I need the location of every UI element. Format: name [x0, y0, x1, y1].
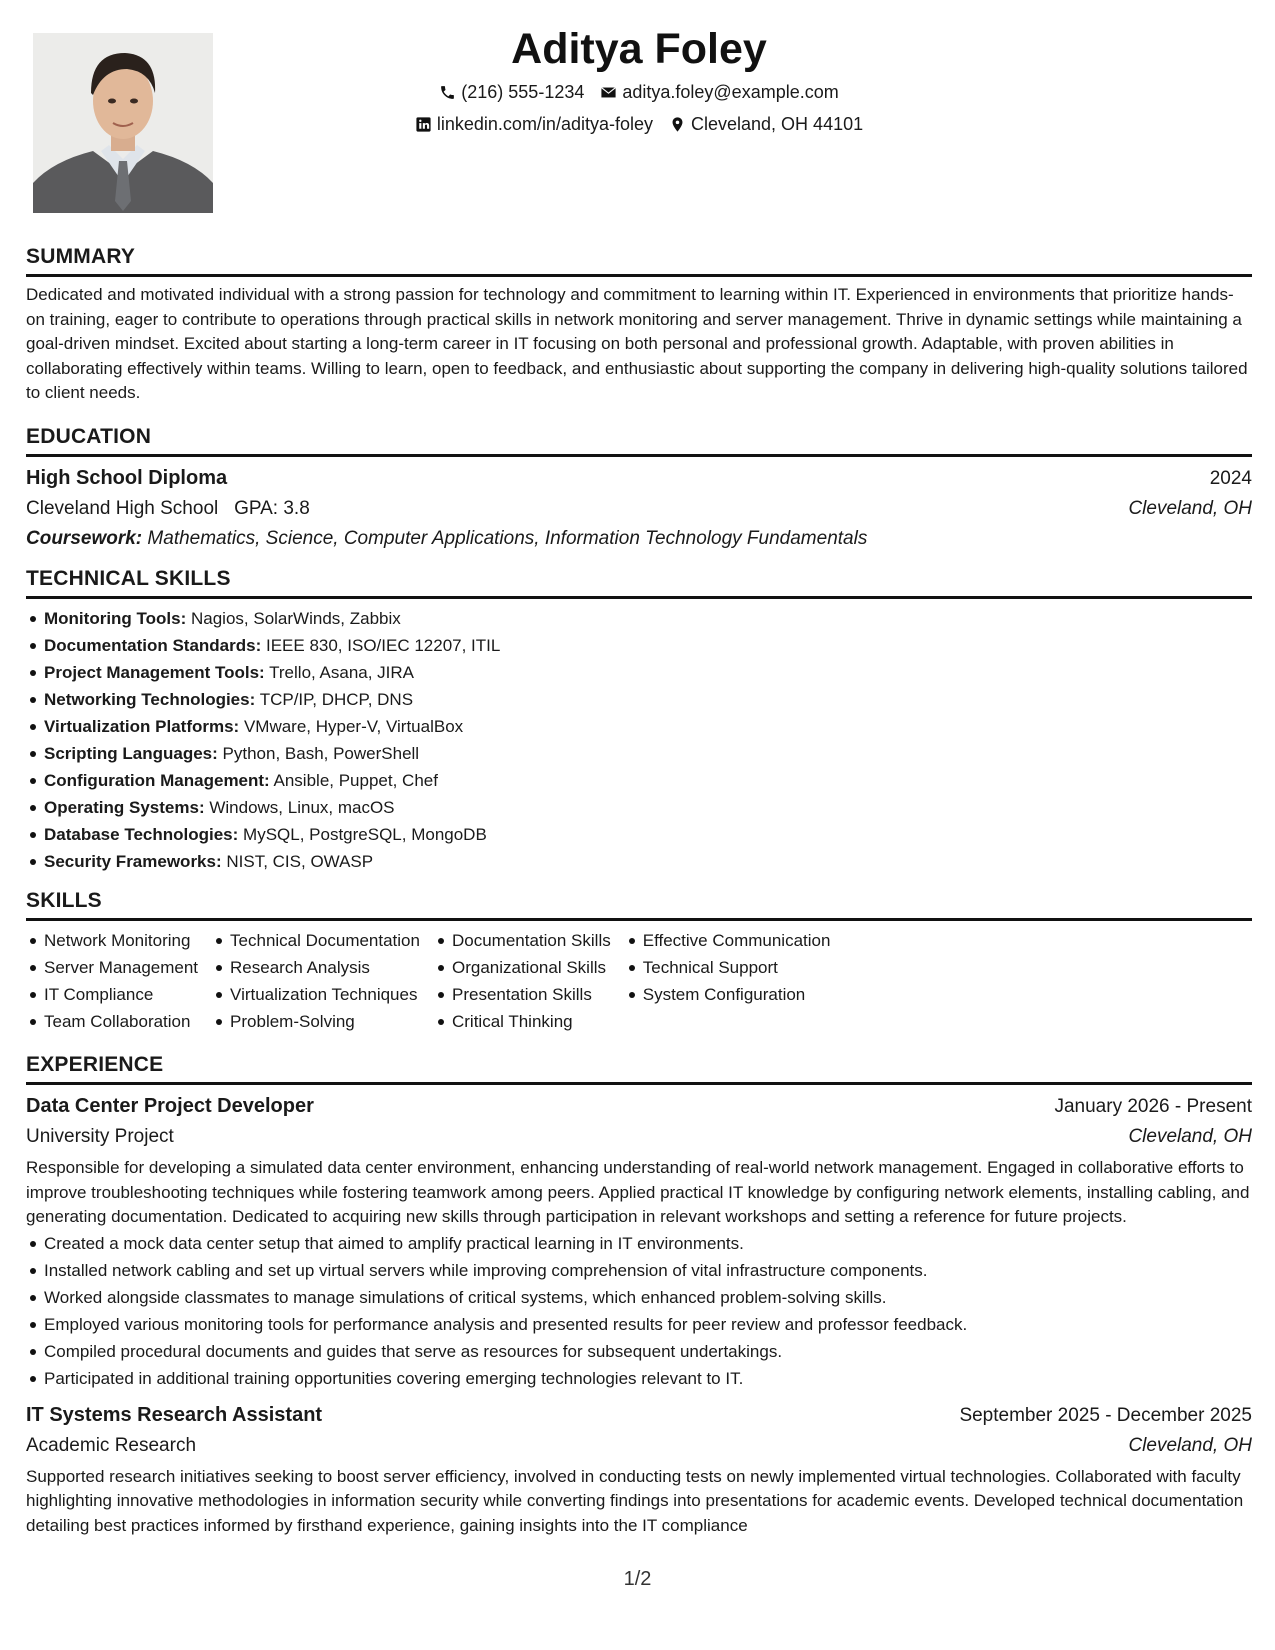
list-item: Technical Support: [643, 954, 831, 981]
list-item: Installed network cabling and set up virtual servers while improving comprehension of vital infrastructure components.: [44, 1257, 1252, 1284]
job-dates: September 2025 - December 2025: [959, 1404, 1252, 1426]
school-location: Cleveland, OH: [1128, 498, 1252, 519]
education-heading: EDUCATION: [26, 424, 1252, 457]
skill-value: Nagios, SolarWinds, Zabbix: [191, 609, 401, 628]
skills-column-3: [434, 927, 611, 1035]
page-number: 1/2: [623, 1568, 652, 1590]
skill-label: Operating Systems:: [44, 798, 205, 817]
gpa: GPA: 3.8: [234, 498, 310, 519]
location-contact: [669, 108, 863, 140]
header: [26, 22, 1252, 140]
skills-grid: [26, 927, 1252, 1035]
phone-icon: [439, 84, 456, 101]
coursework-label: Coursework:: [26, 528, 143, 549]
technical-skills-heading: TECHNICAL SKILLS: [26, 566, 1252, 599]
job-subheader: [26, 1122, 1252, 1152]
list-item: System Configuration: [643, 981, 831, 1008]
job-description: Supported research initiatives seeking to boost server efficiency, involved in conducting tests on newly implemented virtual technologies. Collaborated with faculty highlighting innovative methodologies in information security while converting findings into presentations for academic events. Developed technical documentation detailing best practices informed by firsthand experience, gaining insights into the IT compliance: [26, 1466, 1244, 1535]
list-item: Effective Communication: [643, 927, 831, 954]
summary-heading: SUMMARY: [26, 244, 1252, 277]
skill-value: Windows, Linux, macOS: [209, 798, 395, 817]
list-item: [44, 767, 1252, 794]
summary-section: [26, 244, 1252, 406]
skills-column-4: [625, 927, 831, 1035]
skill-value: VMware, Hyper-V, VirtualBox: [243, 717, 464, 736]
linkedin-contact[interactable]: [415, 108, 653, 140]
skill-label: Scripting Languages:: [44, 744, 218, 763]
skill-label: Networking Technologies:: [44, 690, 256, 709]
skill-value: TCP/IP, DHCP, DNS: [259, 690, 414, 709]
list-item: Participated in additional training opportunities covering emerging technologies relevant to IT.: [44, 1365, 1252, 1392]
skills-column-1: [26, 927, 198, 1035]
map-pin-icon: [669, 116, 686, 133]
email-contact[interactable]: [600, 76, 838, 108]
list-item: Server Management: [44, 954, 198, 981]
technical-skills-list: [26, 605, 1252, 875]
list-item: [44, 659, 1252, 686]
linkedin-link[interactable]: linkedin.com/in/aditya-foley: [436, 114, 653, 134]
list-item: Problem-Solving: [230, 1008, 420, 1035]
skills-heading: SKILLS: [26, 888, 1252, 921]
skill-value: NIST, CIS, OWASP: [226, 852, 374, 871]
graduation-year: 2024: [1209, 468, 1252, 489]
job-org: Academic Research: [26, 1434, 197, 1456]
list-item: Employed various monitoring tools for performance analysis and presented results for peer review and professor feedback.: [44, 1311, 1252, 1338]
list-item: [44, 740, 1252, 767]
job-header: [26, 1400, 1252, 1431]
job-header: [26, 1091, 1252, 1122]
job-location: Cleveland, OH: [1128, 1434, 1252, 1456]
job-entry: [26, 1091, 1252, 1392]
skill-label: Documentation Standards:: [44, 636, 262, 655]
skill-label: Project Management Tools:: [44, 663, 265, 682]
coursework: [26, 524, 1252, 554]
list-item: Presentation Skills: [452, 981, 611, 1008]
skill-value: MySQL, PostgreSQL, MongoDB: [243, 825, 487, 844]
skill-value: IEEE 830, ISO/IEC 12207, ITIL: [265, 636, 501, 655]
contact-line-2: [26, 108, 1252, 140]
phone-contact: [439, 76, 584, 108]
email-link[interactable]: aditya.foley@example.com: [622, 82, 839, 102]
job-dates: January 2026 - Present: [1054, 1096, 1252, 1117]
job-description: Responsible for developing a simulated data center environment, enhancing understanding of real-world network management. Engaged in collaborative efforts to improve troubleshooting techniques while fostering teamwork among peers. Applied practical IT knowledge by configuring network elements, installing cabling, and generating documentation. Dedicated to acquiring new skills through participation in relevant workshops and setting a reference for future projects.: [26, 1158, 1250, 1227]
resume-page: [26, 0, 1252, 1650]
school-name: Cleveland High School: [26, 498, 219, 519]
candidate-name: Aditya Foley: [511, 25, 767, 73]
technical-skills-section: [26, 566, 1252, 875]
list-item: Critical Thinking: [452, 1008, 611, 1035]
list-item: [44, 605, 1252, 632]
experience-section: [26, 1052, 1252, 1539]
list-item: [44, 632, 1252, 659]
job-role: Data Center Project Developer: [26, 1095, 314, 1117]
job-subheader: [26, 1431, 1252, 1461]
education-row-1: [26, 463, 1252, 494]
list-item: Team Collaboration: [44, 1008, 198, 1035]
list-item: Virtualization Techniques: [230, 981, 420, 1008]
contact-line-1: [26, 76, 1252, 108]
list-item: Worked alongside classmates to manage simulations of critical systems, which enhanced problem-solving skills.: [44, 1284, 1252, 1311]
school-info: [26, 494, 310, 524]
education-row-2: [26, 494, 1252, 524]
list-item: Technical Documentation: [230, 927, 420, 954]
list-item: Organizational Skills: [452, 954, 611, 981]
linkedin-icon: [415, 116, 432, 133]
list-item: Documentation Skills: [452, 927, 611, 954]
skill-label: Database Technologies:: [44, 825, 239, 844]
experience-heading: EXPERIENCE: [26, 1052, 1252, 1085]
job-location: Cleveland, OH: [1128, 1126, 1252, 1147]
degree: High School Diploma: [26, 467, 228, 489]
phone-number: (216) 555-1234: [461, 82, 585, 102]
skill-label: Monitoring Tools:: [44, 609, 187, 628]
envelope-icon: [600, 84, 617, 101]
list-item: [44, 821, 1252, 848]
list-item: Created a mock data center setup that aimed to amplify practical learning in IT environments.: [44, 1230, 1252, 1257]
list-item: [44, 794, 1252, 821]
location-text: Cleveland, OH 44101: [691, 114, 864, 134]
list-item: [44, 686, 1252, 713]
list-item: [44, 848, 1252, 875]
education-section: [26, 424, 1252, 554]
skill-value: Trello, Asana, JIRA: [269, 663, 415, 682]
list-item: Compiled procedural documents and guides that serve as resources for subsequent undertakings.: [44, 1338, 1252, 1365]
job-org: University Project: [26, 1126, 174, 1147]
list-item: IT Compliance: [44, 981, 198, 1008]
skill-label: Configuration Management:: [44, 771, 270, 790]
job-entry: [26, 1400, 1252, 1539]
skill-value: Python, Bash, PowerShell: [222, 744, 420, 763]
list-item: Network Monitoring: [44, 927, 198, 954]
list-item: [44, 713, 1252, 740]
job-role: IT Systems Research Assistant: [26, 1403, 323, 1426]
list-item: Research Analysis: [230, 954, 420, 981]
coursework-list: Mathematics, Science, Computer Applications, Information Technology Fundamentals: [147, 528, 868, 549]
skill-label: Virtualization Platforms:: [44, 717, 240, 736]
summary-text: Dedicated and motivated individual with a strong passion for technology and commitment to learning within IT. Experienced in environments that prioritize hands-on training, eager to contribute to operations through practical skills in network monitoring and server management. Thrive in dynamic settings while maintaining a goal-driven mindset. Excited about starting a long-term career in IT focusing on both personal and professional growth. Adaptable, with proven abilities in collaborating effectively within teams. Willing to learn, open to feedback, and enthusiastic about supporting the company in delivering high-quality solutions tailored to client needs.: [26, 285, 1248, 403]
job-bullets: [26, 1230, 1252, 1392]
skill-value: Ansible, Puppet, Chef: [273, 771, 438, 790]
skill-label: Security Frameworks:: [44, 852, 222, 871]
skills-column-2: [212, 927, 420, 1035]
skills-section: [26, 888, 1252, 1035]
